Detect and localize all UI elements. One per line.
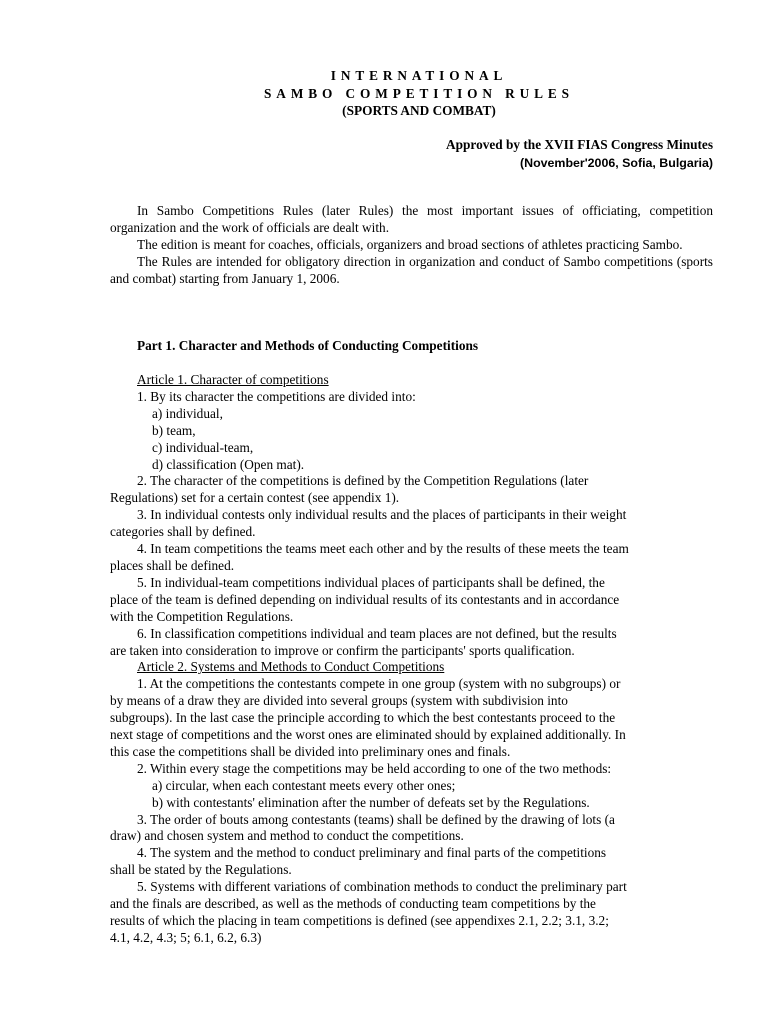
approval-line-1: Approved by the XVII FIAS Congress Minutes bbox=[446, 137, 713, 152]
text-line: 2. Within every stage the competitions may be held according to one of the two methods: bbox=[137, 760, 612, 776]
text-line: by means of a draw they are divided into several groups (system with subdivision into bbox=[110, 693, 568, 709]
article-2-heading: Article 2. Systems and Methods to Conduct Competitions bbox=[137, 659, 445, 675]
text-line: results of which the placing in team competitions is defined (see appendixes 2.1, 2.2; 3.1, 3.2; bbox=[110, 913, 609, 928]
text-line: 4. The system and the method to conduct preliminary and final parts of the competitions bbox=[137, 845, 607, 861]
intro-paragraph: The Rules are intended for obligatory direction in organization and conduct of Sambo competitions (sports and combat) starting from January 1, 2006. bbox=[110, 253, 713, 286]
intro-section bbox=[110, 203, 713, 288]
text-line: Regulations) set for a certain contest (see appendix 1). bbox=[110, 490, 400, 506]
list-item: d) classification (Open mat). bbox=[152, 456, 305, 472]
text-line: 5. Systems with different variations of combination methods to conduct the preliminary part bbox=[137, 879, 627, 895]
intro-paragraph: In Sambo Competitions Rules (later Rules) the most important issues of officiating, competition organization and the work of officials are dealt with. bbox=[110, 203, 713, 235]
title-line-3: (SPORTS AND COMBAT) bbox=[342, 103, 496, 118]
text-line: places shall be defined. bbox=[110, 557, 235, 573]
article-1-heading: Article 1. Character of competitions bbox=[137, 372, 329, 387]
text-line: are taken into consideration to improve or confirm the participants' sports qualification. bbox=[110, 642, 575, 658]
text-line: this case the competitions shall be divided into preliminary ones and finals. bbox=[110, 743, 511, 759]
text-line: 3. In individual contests only individual results and the places of participants in their weight bbox=[137, 507, 627, 523]
text-line: 2. The character of the competitions is defined by the Competition Regulations (later bbox=[137, 473, 589, 489]
intro-paragraph: The edition is meant for coaches, officials, organizers and broad sections of athletes practicing Sambo. bbox=[137, 236, 683, 252]
text-line: 1. At the competitions the contestants compete in one group (system with no subgroups) or bbox=[137, 676, 621, 692]
text-line: 3. The order of bouts among contestants (teams) shall be defined by the drawing of lots (a bbox=[137, 811, 615, 827]
list-item: a) circular, when each contestant meets every other ones; bbox=[152, 777, 456, 793]
text-line: 4. In team competitions the teams meet each other and by the results of these meets the team bbox=[137, 541, 629, 557]
text-line: subgroups). In the last case the principle according to which the best contestants proceed to the bbox=[110, 710, 616, 726]
text-line: shall be stated by the Regulations. bbox=[110, 862, 292, 878]
approval-line-2: (November'2006, Sofia, Bulgaria) bbox=[520, 156, 713, 170]
list-item: b) with contestants' elimination after the number of defeats set by the Regulations. bbox=[152, 794, 590, 810]
text-line: and the finals are described, as well as the methods of conducting team competitions by the bbox=[110, 896, 596, 912]
part-1-body bbox=[110, 372, 715, 947]
list-item: a) individual, bbox=[152, 405, 223, 421]
title-line-2: SAMBO COMPETITION RULES bbox=[264, 86, 574, 101]
text-line: next stage of competitions and the worst ones are eliminated should by explained additionally. In bbox=[110, 727, 626, 743]
text-line: place of the team is defined depending on individual results of its contestants and in accordance bbox=[110, 591, 620, 607]
text-line: 1. By its character the competitions are divided into: bbox=[137, 388, 416, 404]
part-1-heading: Part 1. Character and Methods of Conducting Competitions bbox=[137, 338, 479, 353]
text-line: 6. In classification competitions individual and team places are not defined, but the results bbox=[137, 625, 617, 641]
text-line: 5. In individual-team competitions individual places of participants shall be defined, the bbox=[137, 574, 605, 590]
title-line-1: INTERNATIONAL bbox=[330, 68, 508, 83]
text-line: categories shall by defined. bbox=[110, 524, 256, 540]
text-line: with the Competition Regulations. bbox=[110, 608, 294, 624]
list-item: b) team, bbox=[152, 422, 196, 438]
list-item: c) individual-team, bbox=[152, 439, 254, 455]
text-line: draw) and chosen system and method to conduct the competitions. bbox=[110, 828, 464, 844]
text-line: 4.1, 4.2, 4.3; 5; 6.1, 6.2, 6.3) bbox=[110, 929, 262, 945]
